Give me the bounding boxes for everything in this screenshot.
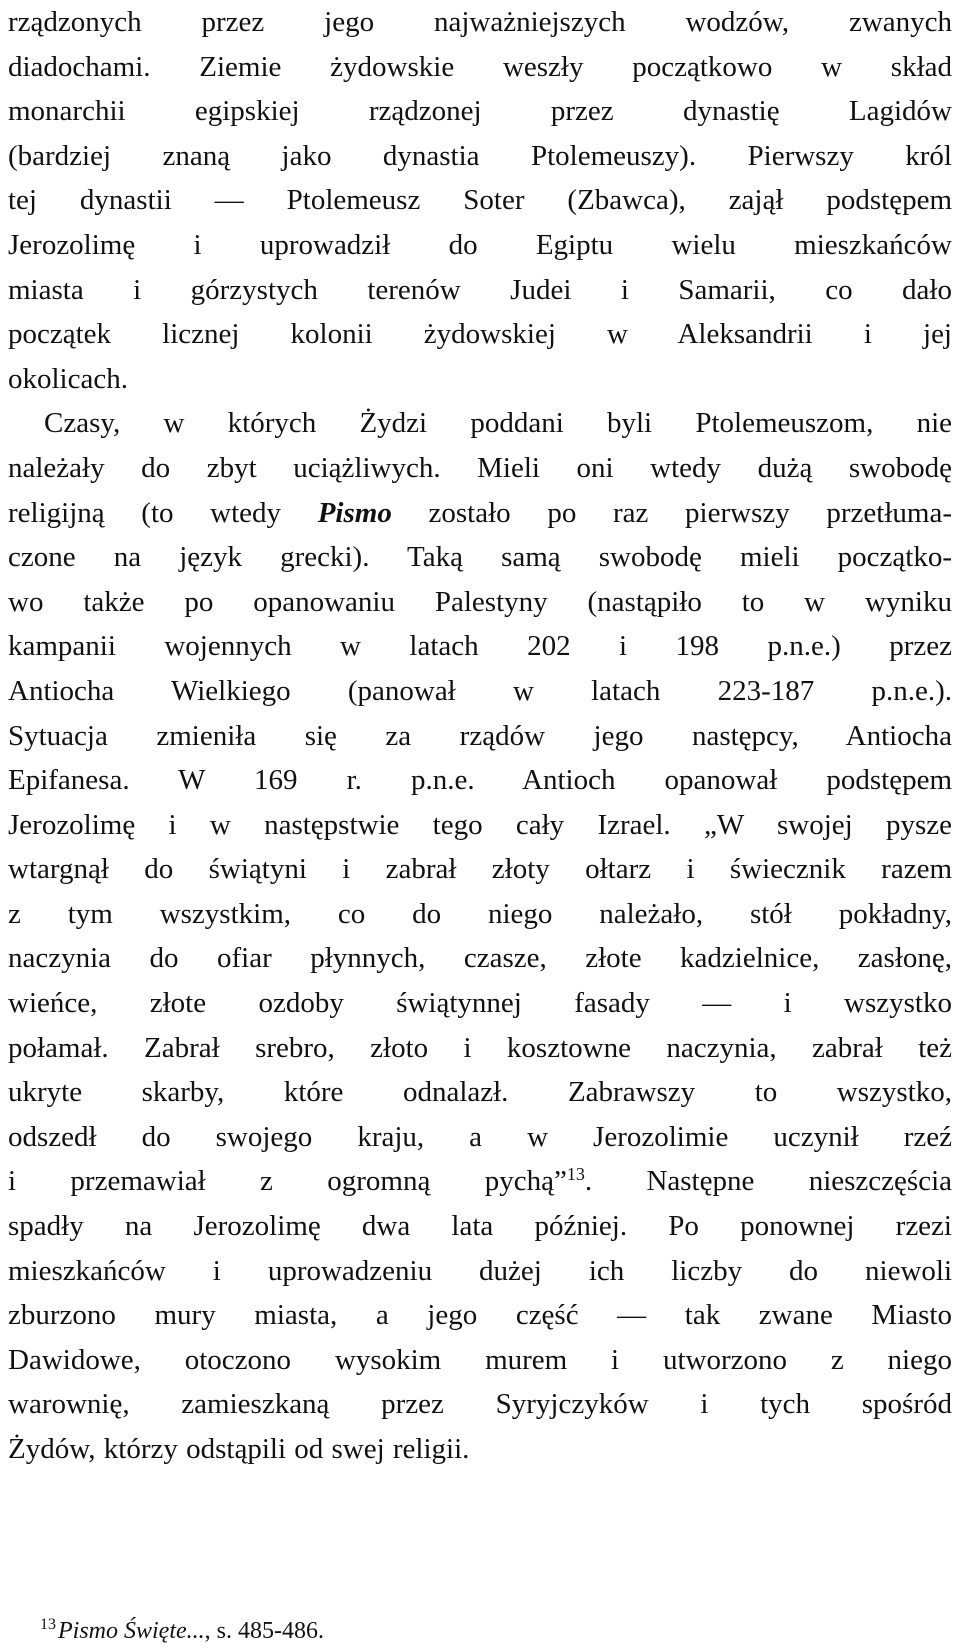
text-fragment: . Następne nieszczęścia: [584, 1165, 953, 1198]
text-line: okolicach.: [8, 362, 128, 395]
text-line: mieszkańców i uprowadzeniu dużej ich liczby do niewoli: [8, 1254, 952, 1287]
text-line: Jerozolimę i uprowadził do Egiptu wielu mieszkańców: [8, 228, 952, 261]
text-line: spadły na Jerozolimę dwa lata później. Po ponownej rzezi: [8, 1210, 952, 1243]
text-fragment: i przemawiał z ogromną pychą”: [8, 1165, 567, 1198]
text-line: zburzono mury miasta, a jego część — tak zwane Miasto: [8, 1299, 952, 1332]
text-line: Antiocha Wielkiego (panował w latach 223-187 p.n.e.).: [8, 674, 952, 707]
footnote-reference[interactable]: 13: [566, 1164, 585, 1185]
text-line: Epifanesa. W 169 r. p.n.e. Antioch opanował podstępem: [8, 764, 952, 797]
text-line: (bardziej znaną jako dynastia Ptolemeuszy). Pierwszy król: [8, 139, 952, 172]
footnote-text: , s. 485-486.: [204, 1618, 324, 1644]
footnote-number: 13: [40, 1616, 56, 1633]
text-line: wtargnął do świątyni i zabrał złoty ołtarz i świecznik razem: [8, 853, 952, 886]
text-line: kampanii wojennych w latach 202 i 198 p.n.e.) przez: [8, 630, 952, 663]
text-line: diadochami. Ziemie żydowskie weszły początkowo w skład: [8, 50, 952, 83]
text-line: początek licznej kolonii żydowskiej w Aleksandrii i jej: [8, 318, 952, 351]
footnote: [8, 1616, 324, 1646]
text-line: Jerozolimę i w następstwie tego cały Izrael. „W swojej pysze: [8, 808, 952, 841]
text-line: monarchii egipskiej rządzonej przez dynastię Lagidów: [8, 95, 952, 128]
text-line: wo także po opanowaniu Palestyny (nastąpiło to w wyniku: [8, 585, 952, 618]
paragraph-1: [8, 0, 952, 401]
text-line: miasta i górzystych terenów Judei i Samarii, co dało: [8, 273, 952, 306]
paragraph-2: [8, 401, 952, 1471]
text-line: Czasy, w których Żydzi poddani byli Ptolemeuszom, nie: [44, 407, 952, 440]
text-line: ukryte skarby, które odnalazł. Zabrawszy to wszystko,: [8, 1076, 952, 1109]
text-line: naczynia do ofiar płynnych, czasze, złote kadzielnice, zasłonę,: [8, 942, 952, 975]
text-line: Żydów, którzy odstąpili od swej religii.: [8, 1433, 470, 1465]
text-line: czone na język grecki). Taką samą swobodę mieli początko-: [8, 541, 952, 574]
text-line: należały do zbyt uciążliwych. Mieli oni wtedy dużą swobodę: [8, 451, 952, 484]
emphasis-pismo: Pismo: [317, 496, 392, 529]
text-line: rządzonych przez jego najważniejszych wodzów, zwanych: [8, 6, 952, 38]
text-line: Sytuacja zmieniła się za rządów jego następcy, Antiocha: [8, 719, 952, 752]
text-line: wieńce, złote ozdoby świątynnej fasady — i wszystko: [8, 987, 952, 1020]
text-line: połamał. Zabrał srebro, złoto i kosztowne naczynia, zabrał też: [8, 1031, 952, 1064]
text-line: tej dynastii — Ptolemeusz Soter (Zbawca), zajął podstępem: [8, 184, 952, 217]
text-line: odszedł do swojego kraju, a w Jerozolimie uczynił rzeź: [8, 1120, 952, 1153]
text-fragment: zostało po raz pierwszy przetłuma-: [391, 496, 952, 529]
document-body: [8, 0, 952, 1472]
text-line-with-footnote-ref: [8, 1159, 952, 1204]
text-fragment: religijną (to wtedy: [8, 496, 318, 529]
text-line: warownię, zamieszkaną przez Syryjczyków i tych spośród: [8, 1388, 952, 1421]
text-line-with-emphasis: [8, 491, 952, 536]
text-line: z tym wszystkim, co do niego należało, stół pokładny,: [8, 897, 952, 930]
text-line: Dawidowe, otoczono wysokim murem i utworzono z niego: [8, 1343, 952, 1376]
footnote-title: Pismo Święte...: [58, 1618, 205, 1644]
